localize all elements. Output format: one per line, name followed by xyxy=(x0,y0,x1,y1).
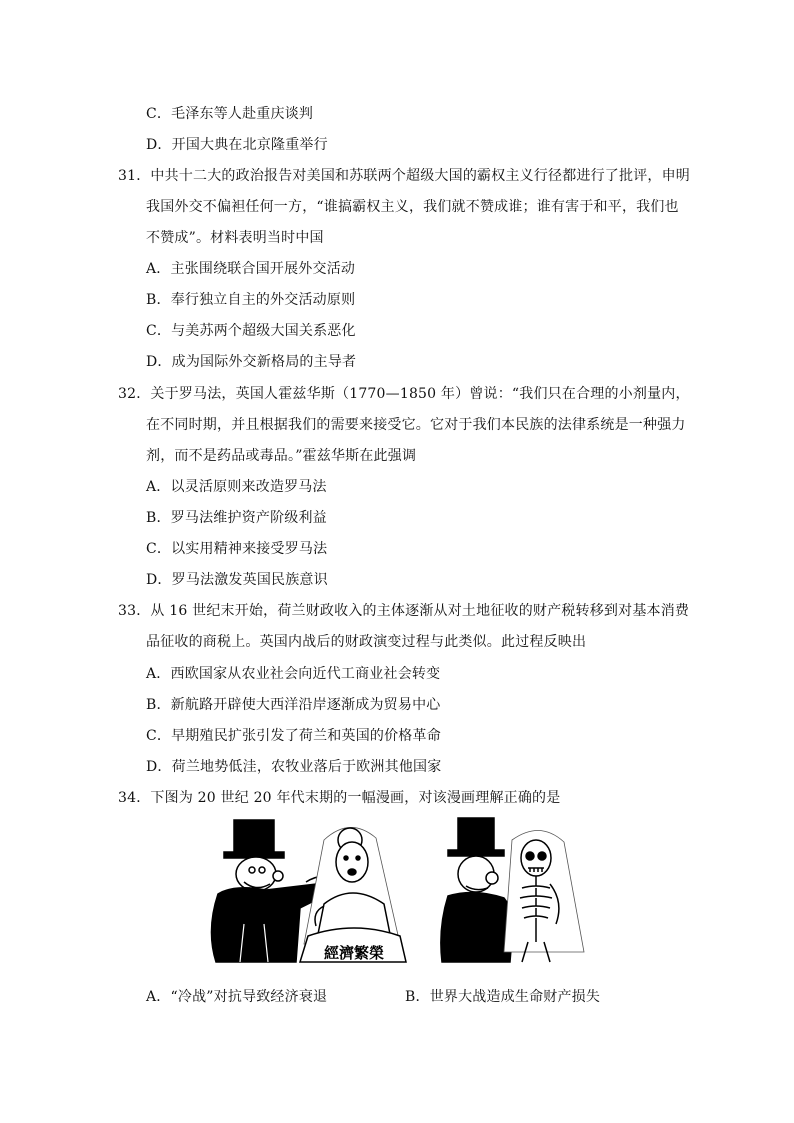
question-34-cartoon xyxy=(204,812,604,974)
question-31-stem-line3: 不赞成”。材料表明当时中国 xyxy=(146,230,324,246)
question-31-stem-line2: 我国外交不偏袒任何一方，“谁搞霸权主义，我们就不赞成谁；谁有害于和平，我们也 xyxy=(146,199,679,215)
prev-option-d: D．开国大典在北京隆重举行 xyxy=(146,137,328,153)
question-33-option-a: A．西欧国家从农业社会向近代工商业社会转变 xyxy=(146,666,441,682)
question-34-stem-line1: 34．下图为 20 世纪 20 年代末期的一幅漫画，对该漫画理解正确的是 xyxy=(118,790,561,806)
question-33-option-c: C．早期殖民扩张引发了荷兰和英国的价格革命 xyxy=(146,728,441,744)
question-34-option-a: A．“冷战”对抗导致经济衰退 xyxy=(146,989,328,1005)
bride-figure xyxy=(300,827,406,962)
question-33-stem-line1: 33．从 16 世纪末开始，荷兰财政收入的主体逐渐从对土地征收的财产税转移到对基本消费 xyxy=(118,603,690,619)
question-31-stem-line1: 31．中共十二大的政治报告对美国和苏联两个超级大国的霸权主义行径都进行了批评，申明 xyxy=(118,168,691,184)
question-31-option-c: C．与美苏两个超级大国关系恶化 xyxy=(146,323,356,339)
question-31-option-d: D．成为国际外交新格局的主导者 xyxy=(146,354,357,370)
question-33-stem-line2: 品征收的商税上。英国内战后的财政演变过程与此类似。此过程反映出 xyxy=(146,634,587,650)
cartoon-caption: 經濟繁榮 xyxy=(323,944,385,962)
question-34-option-b: B．世界大战造成生命财产损失 xyxy=(405,989,601,1005)
question-32-stem-line2: 在不同时期，并且根据我们的需要来接受它。它对于我们本民族的法律系统是一种强力 xyxy=(146,417,686,433)
question-32-stem-line1: 32．关于罗马法，英国人霍兹华斯（1770—1850 年）曾说：“我们只在合理的小剂量内， xyxy=(118,386,690,402)
question-32-option-a: A．以灵活原则来改造罗马法 xyxy=(146,479,327,495)
question-33-option-b: B．新航路开辟使大西洋沿岸逐渐成为贸易中心 xyxy=(146,697,441,713)
question-31-option-a: A．主张围绕联合国开展外交活动 xyxy=(146,261,356,277)
question-32-stem-line3: 剂，而不是药品或毒品。”霍兹华斯在此强调 xyxy=(146,448,417,464)
question-32-option-c: C．以实用精神来接受罗马法 xyxy=(146,541,328,557)
question-31-option-b: B．奉行独立自主的外交活动原则 xyxy=(146,292,356,308)
question-32-option-d: D．罗马法激发英国民族意识 xyxy=(146,572,328,588)
prev-option-c: C．毛泽东等人赴重庆谈判 xyxy=(146,106,314,122)
skeleton-figure xyxy=(504,830,584,962)
question-33-option-d: D．荷兰地势低洼，农牧业落后于欧洲其他国家 xyxy=(146,759,442,775)
question-32-option-b: B．罗马法维护资产阶级利益 xyxy=(146,510,327,526)
